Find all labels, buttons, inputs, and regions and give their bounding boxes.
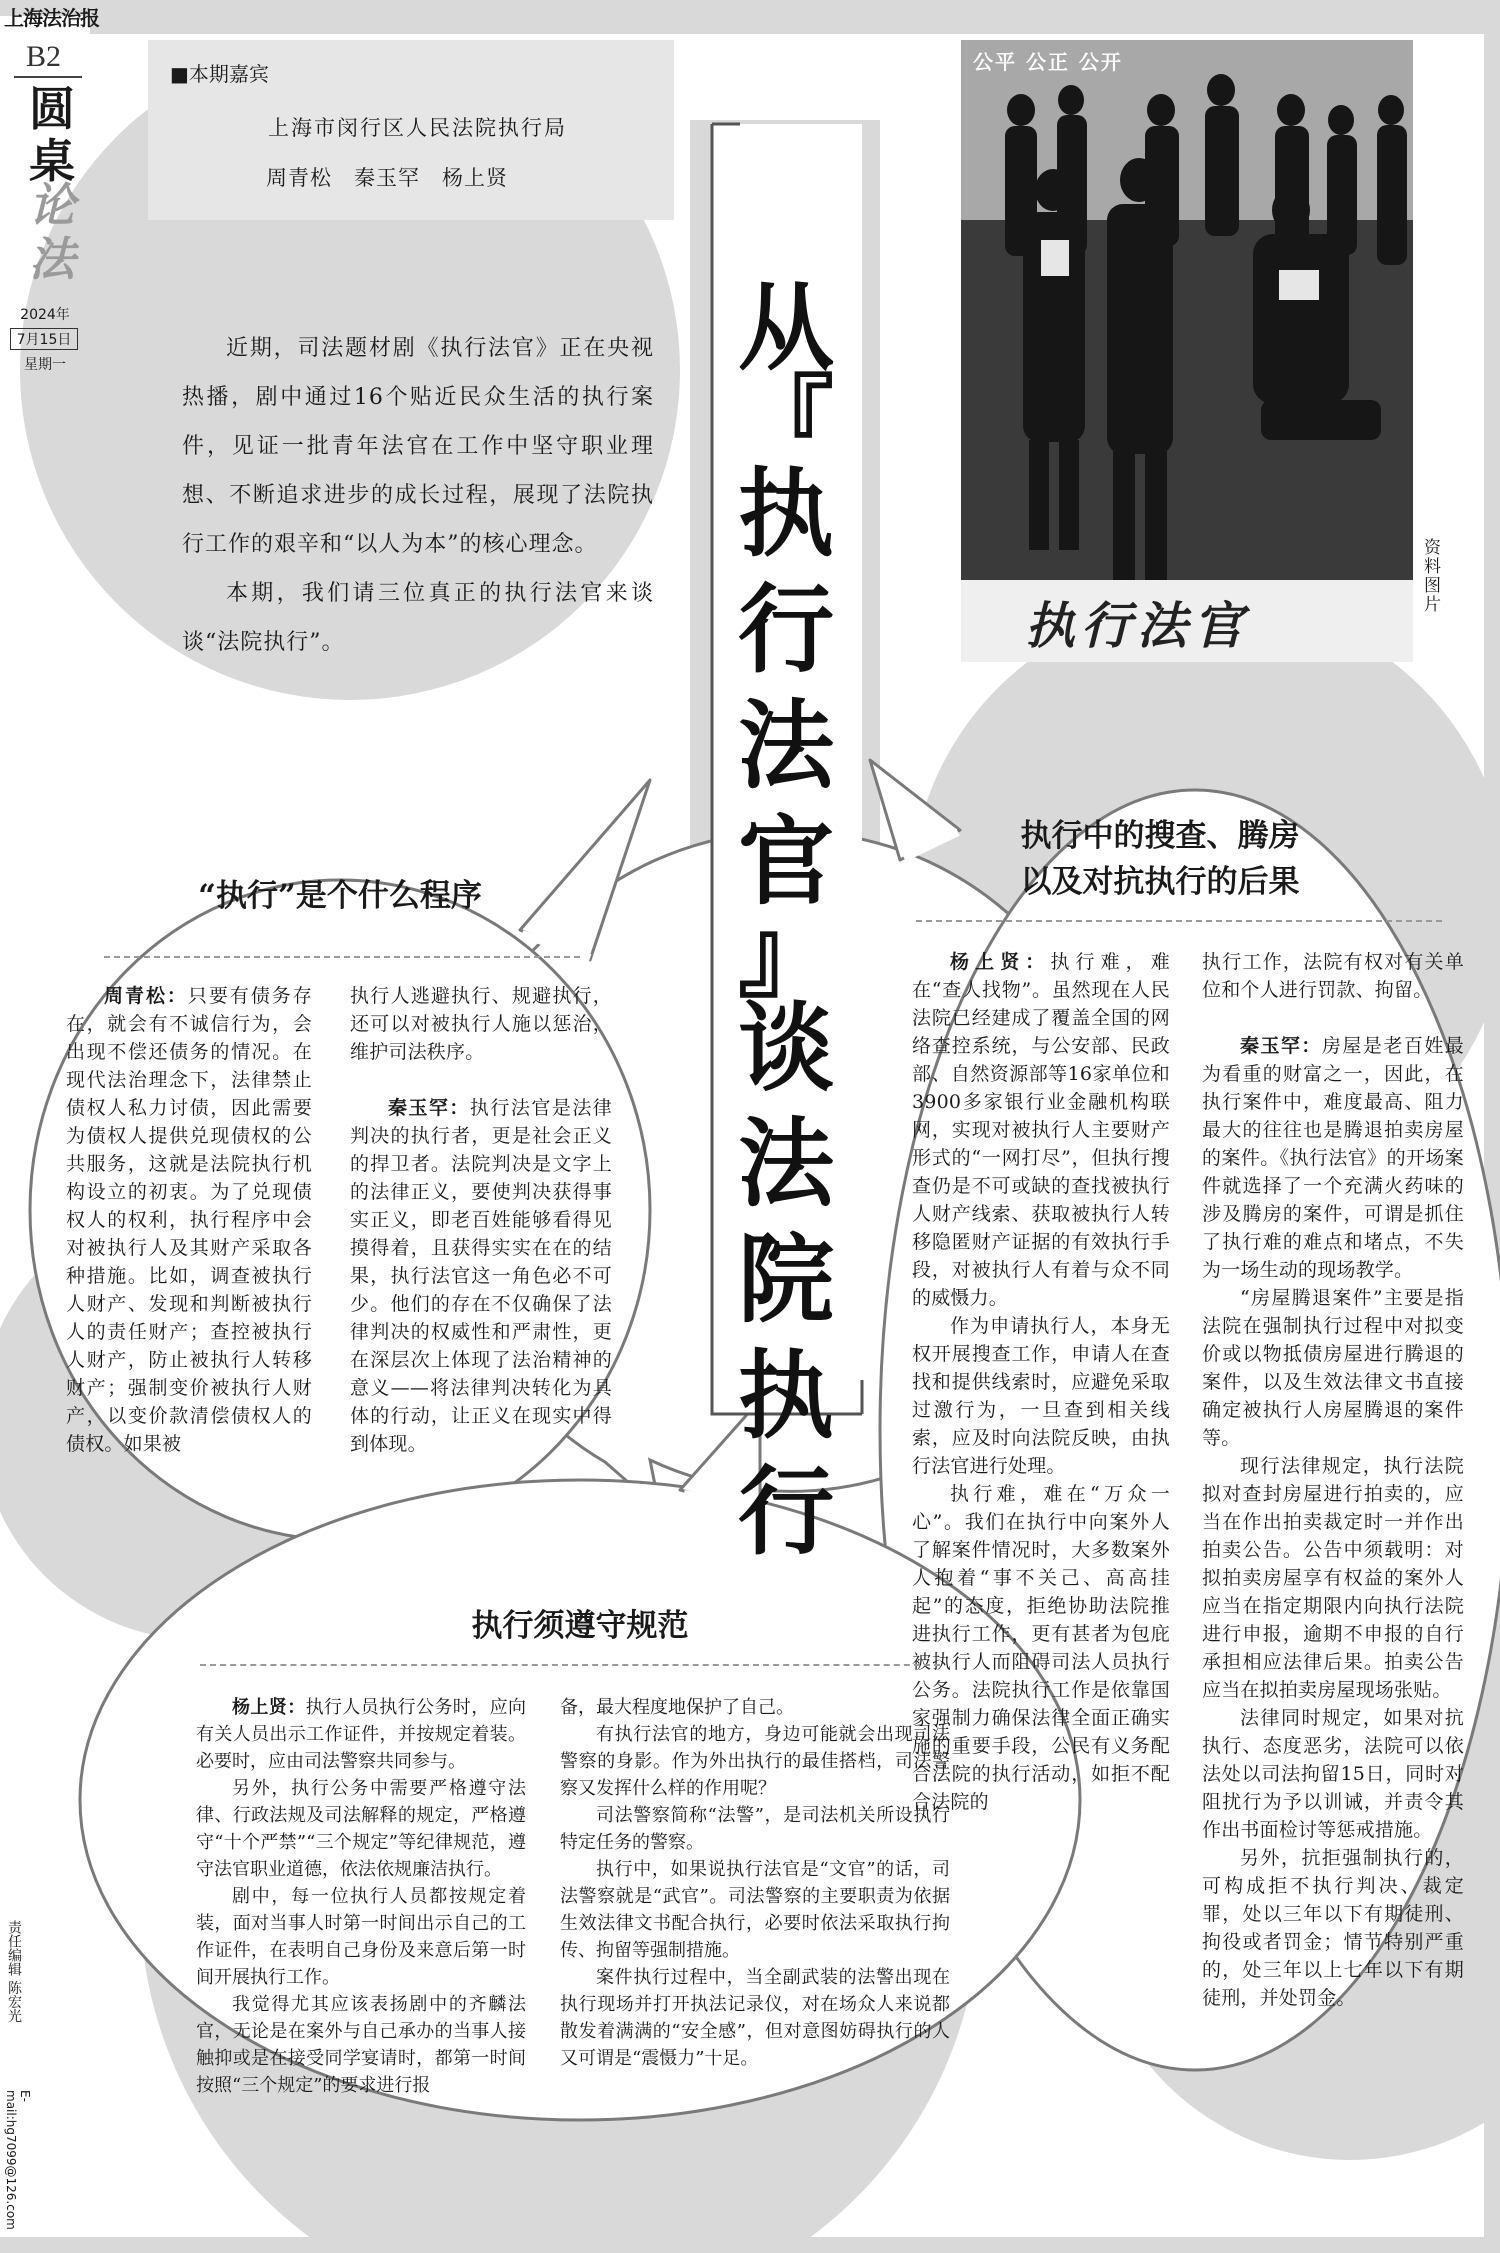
- newspaper-name: 上海法治报: [4, 6, 99, 30]
- section-divider: [200, 1664, 940, 1666]
- poster-slogan: 公平 公正 公开: [973, 50, 1123, 74]
- section2-column-1: [912, 948, 1170, 1816]
- article-paragraph: [196, 1883, 526, 1991]
- paragraph-text: 执行难，难在“万众一心”。我们在执行中向案外人了解案件情况时，大多数案外人抱着“事不关己、高高挂起”的态度，拒绝协助法院推进执行工作，更有甚者为包庇被执行人而阻碍司法人员执行公务。法院执行工作是依靠国家强制力确保法律全面正确实施的重要手段，公民有义务配合法院的执行活动，如拒不配合法院的: [912, 1483, 1170, 1813]
- paragraph-text: 房屋是老百姓最为看重的财富之一，因此，在执行案件中，难度最高、阻力最大的往往也是腾退拍卖房屋的案件。《执行法官》的开场案件就选择了一个充满火药味的涉及腾房的案件，可谓是抓住了执行难的难点和堵点，不失为一场生动的现场教学。: [1202, 1035, 1464, 1281]
- paragraph-text: 案件执行过程中，当全副武装的法警出现在执行现场并打开执法记录仪，对在场众人来说都散发着满满的“安全感”，但对意图妨碍执行的人又可谓是“震慑力”十足。: [560, 1967, 950, 2069]
- editor-credit: 责任编辑 陈宏光: [6, 1920, 22, 2023]
- intro-paragraph: 近期，司法题材剧《执行法官》正在央视热播，剧中通过16个贴近民众生活的执行案件，见证一批青年法官在工作中坚守职业理想、不断追求进步的成长过程，展现了法院执行工作的艰辛和“以人为本”的核心理念。: [182, 336, 654, 557]
- article-paragraph: [350, 982, 612, 1066]
- guest-box: [148, 40, 674, 220]
- issue-date: 7月15日: [10, 328, 78, 350]
- article-paragraph: [912, 948, 1170, 1312]
- column-name-char-3: 论: [29, 178, 75, 232]
- paragraph-text: 我觉得尤其应该表扬剧中的齐麟法官，无论是在案外与自己承办的当事人接触抑或是在接受同学宴请时，都第一时间按照“三个规定”的要求进行报: [196, 1994, 526, 2096]
- paragraph-text: 执行人员执行公务时，应向有关人员出示工作证件，并按规定着装。必要时，应由司法警察共同参与。: [196, 1697, 527, 1772]
- poster-title: 执行法官: [1025, 596, 1249, 655]
- speaker-name: 杨上贤：: [232, 1697, 306, 1718]
- title-char: 法: [738, 1107, 834, 1220]
- article-paragraph: [196, 1694, 526, 1775]
- paragraph-text: 司法警察简称“法警”，是司法机关所设执行特定任务的警察。: [560, 1805, 950, 1853]
- intro-text: [182, 324, 654, 667]
- speaker-name: 秦玉罕：: [388, 1097, 470, 1119]
- article-paragraph: [196, 1991, 526, 2099]
- guest-organization: 上海市闵行区人民法院执行局: [268, 116, 567, 140]
- article-paragraph: [560, 1694, 950, 1721]
- paragraph-text: 作为申请执行人，本身无权开展搜查工作，申请人在查找和提供线索时，应避免采取过激行为，一旦查到相关线索，应及时向法院反映，由执行法官进行处理。: [912, 1315, 1170, 1477]
- paragraph-text: 另外，抗拒强制执行的，可构成拒不执行判决、裁定罪，处以三年以下有期徒刑、拘役或者罚金；情节特别严重的，处三年以上七年以下有期徒刑，并处罚金。: [1202, 1847, 1464, 2009]
- intro-paragraph: 本期，我们请三位真正的执行法官来谈谈“法院执行”。: [182, 581, 654, 655]
- section3-column-1: [196, 1694, 526, 2099]
- section1-column-2: [350, 982, 612, 1458]
- paragraph-text: 有执行法官的地方，身边可能就会出现司法警察的身影。作为外出执行的最佳搭档，司法警察又发挥什么样的作用呢？: [560, 1724, 950, 1799]
- title-char: 从: [738, 271, 834, 384]
- drama-poster-image: [961, 40, 1413, 662]
- section-divider: [916, 920, 1442, 922]
- title-char: 行: [738, 573, 834, 686]
- article-paragraph: [196, 1775, 526, 1883]
- editor-email: E-mail:hg7099@126.com: [4, 2090, 32, 2230]
- paragraph-text: 法律同时规定，如果对抗执行、态度恶劣，法院可以依法处以司法拘留15日，同时对阻扰行为予以训诫，并责令其作出书面检讨等惩戒措施。: [1202, 1707, 1464, 1841]
- title-char: 行: [738, 1455, 834, 1568]
- section-divider: [104, 956, 580, 958]
- main-title: [708, 120, 864, 1568]
- issue-weekday: 星期一: [24, 357, 66, 373]
- article-paragraph: [560, 1802, 950, 1856]
- issue-year: 2024年: [20, 307, 70, 323]
- section-heading-search-eviction-line1: 执行中的搜查、腾房: [1020, 818, 1300, 854]
- section-heading-norms: 执行须遵守规范: [471, 1608, 689, 1644]
- title-char: 『: [738, 364, 834, 477]
- section2-column-2: [1202, 948, 1464, 2012]
- guest-names: 周青松 秦玉罕 杨上贤: [266, 166, 508, 190]
- paragraph-text: 现行法律规定，执行法院拟对查封房屋进行拍卖的，应当在作出拍卖裁定时一并作出拍卖公告。公告中须载明：对拟拍卖房屋享有权益的案外人应当在指定期限内向执行法院进行申报，逾期不申报的自行承担相应法律后果。拍卖公告应当在拟拍卖房屋现场张贴。: [1202, 1455, 1464, 1701]
- article-paragraph: [1202, 1844, 1464, 2012]
- article-paragraph: [1202, 1704, 1464, 1844]
- section-heading-search-eviction-line2: 以及对抗执行的后果: [1020, 864, 1300, 900]
- section-heading-what-is-execution: “执行”是个什么程序: [198, 878, 482, 914]
- title-char: 执: [738, 1339, 834, 1452]
- article-paragraph: [560, 1964, 950, 2072]
- article-paragraph: [912, 1312, 1170, 1480]
- speaker-name: 周青松：: [104, 985, 188, 1007]
- article-paragraph: [560, 1721, 950, 1802]
- title-char: 法: [738, 689, 834, 802]
- paragraph-text: “房屋腾退案件”主要是指法院在强制执行过程中对拟变价或以物抵债房屋进行腾退的案件，以及生效法律文书直接确定被执行人房屋腾退的案件等。: [1202, 1287, 1464, 1449]
- article-paragraph: [1202, 1452, 1464, 1704]
- title-char: 官: [738, 805, 834, 918]
- speaker-name: 杨上贤：: [950, 951, 1051, 973]
- article-paragraph: [1202, 1032, 1464, 1284]
- masthead-divider: [14, 76, 82, 78]
- paragraph-text: 剧中，每一位执行人员都按规定着装，面对当事人时第一时间出示自己的工作证件，在表明自己身份及来意后第一时间开展执行工作。: [196, 1886, 526, 1988]
- article-paragraph: [1202, 948, 1464, 1004]
- paragraph-text: 执行法官是法律判决的执行者，更是社会正义的捍卫者。法院判决是文字上的法律正义，要使判决获得事实正义，即老百姓能够看得见摸得着，且获得实实在在的结果，执行法官这一角色必不可少。他们的存在不仅确保了法律判决的权威性和严肃性，更在深层次上体现了法治精神的意义——将法律判决转化为具体的行动，让正义在现实中得到体现。: [350, 1097, 612, 1455]
- section3-column-2: [560, 1694, 950, 2072]
- article-paragraph: [66, 982, 312, 1458]
- paragraph-text: 只要有债务存在，就会有不诚信行为，会出现不偿还债务的情况。在现代法治理念下，法律禁止债权人私力讨债，因此需要为债权人提供兑现债权的公共服务，这就是法院执行机构设立的初衷。为了兑现债权人的权利，执行程序中会对被执行人及其财产采取各种措施。比如，调查被执行人财产、发现和判断被执行人的责任财产；查控被执行人财产，防止被执行人转移财产；强制变价被执行人财产，以变价款清偿债权人的债权。如果被: [66, 985, 312, 1455]
- title-char: 执: [738, 457, 834, 570]
- article-paragraph: [912, 1480, 1170, 1816]
- poster-figures: [961, 40, 1413, 662]
- column-name-char-4: 法: [29, 232, 75, 286]
- title-char: 』: [738, 898, 834, 1011]
- column-name-char-2: 桌: [29, 134, 75, 188]
- article-paragraph: [560, 1856, 950, 1964]
- poster-caption: 资料图片: [1420, 538, 1440, 614]
- paragraph-text: 执行工作，法院有权对有关单位和个人进行罚款、拘留。: [1202, 951, 1464, 1001]
- column-name-char-1: 圆: [29, 82, 75, 136]
- article-paragraph: [350, 1094, 612, 1458]
- speaker-name: 秦玉罕：: [1240, 1035, 1322, 1057]
- page-number: B2: [26, 40, 62, 73]
- guest-header: ■本期嘉宾: [170, 62, 269, 86]
- paragraph-text: 执行人逃避执行、规避执行，还可以对被执行人施以惩治，维护司法秩序。: [350, 985, 612, 1063]
- article-paragraph: [1202, 1284, 1464, 1452]
- paragraph-text: 执行难，难在“查人找物”。虽然现在人民法院已经建成了覆盖全国的网络查控系统，与公安部、民政部、自然资源部等16家单位和3900多家银行业金融机构联网，实现对被执行人主要财产形式的“一网打尽”，但执行搜查仍是不可或缺的查找被执行人财产线索、获取被执行人转移隐匿财产证据的有效执行手段，对被执行人有着与众不同的威慑力。: [912, 951, 1170, 1309]
- section1-column-1: [66, 982, 312, 1458]
- paragraph-text: 执行中，如果说执行法官是“文官”的话，司法警察就是“武官”。司法警察的主要职责为依据生效法律文书配合执行，必要时依法采取执行拘传、拘留等强制措施。: [560, 1859, 950, 1961]
- paragraph-text: 备，最大程度地保护了自己。: [560, 1697, 794, 1718]
- title-char: 院: [738, 1223, 834, 1336]
- paragraph-text: 另外，执行公务中需要严格遵守法律、行政法规及司法解释的规定，严格遵守“十个严禁”“三个规定”等纪律规范，遵守法官职业道德，依法依规廉洁执行。: [196, 1778, 526, 1880]
- title-char: 谈: [738, 991, 834, 1104]
